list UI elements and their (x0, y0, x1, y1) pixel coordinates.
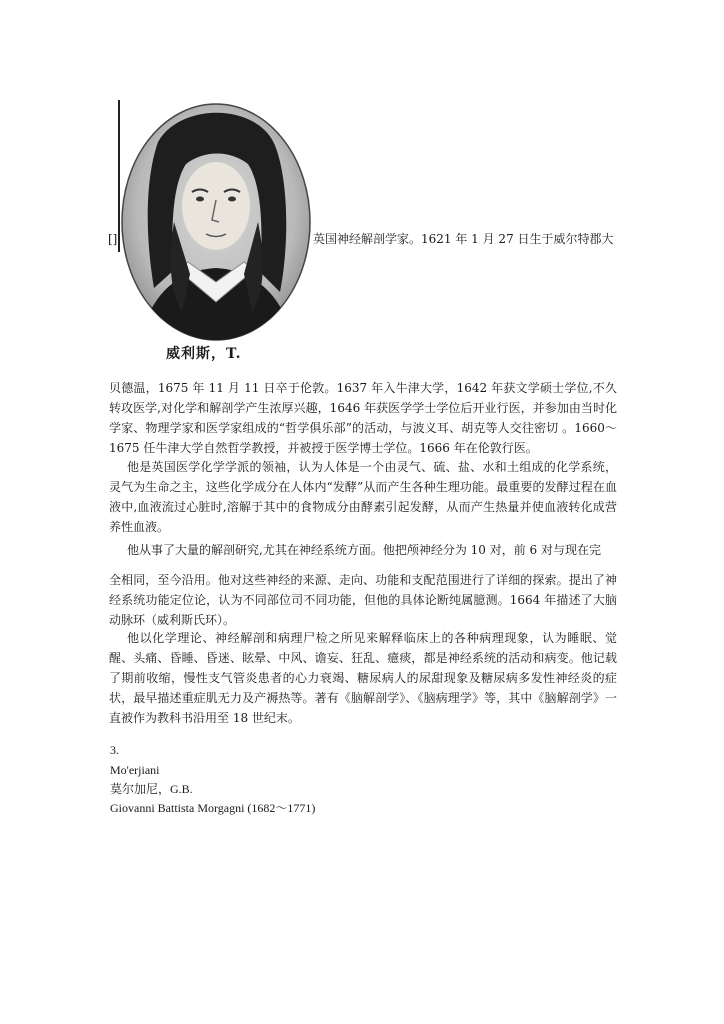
entry-pinyin: Mo'erjiani (110, 763, 160, 777)
portrait-image (120, 102, 312, 342)
paragraph-pathology: 他以化学理论、神经解剖和病理尸检之所见来解释临床上的各种病理现象，认为睡眠、觉醒、头痛、昏睡、昏迷、眩晕、中风、谵妄、狂乱、癔痰，都是神经系统的活动和病变。他记载了期前收缩，慢性支气管炎患者的心力衰竭、糖尿病人的尿甜现象及糖尿病多发性神经炎的症状，最早描述重症肌无力及产褥热等。著有《脑解剖学》、《脑病理学》等，其中《脑解剖学》一直被作为教科书沿用至 18 世纪末。 (109, 631, 617, 725)
paragraph-biography: 贝德温，1675 年 11 月 11 日卒于伦敦。1637 年入牛津大学，1642 年获文学硕士学位,不久转攻医学,对化学和解剖学产生浓厚兴趣，1646 年获医学学士学位后开业行医，并参加由当时化学家、物理学家和医学家组成的“哲学俱乐部”的活动，与波义耳、胡克等人交往密切 。1660～1675 任牛津大学自然哲学教授，并被授于医学博士学位。1666 年在伦敦行医。 (109, 381, 617, 455)
intro-line: 英国神经解剖学家。1621 年 1 月 27 日生于威尔特郡大 (313, 232, 614, 246)
paragraph-anatomy: 他从事了大量的解剖研究,尤其在神经系统方面。他把颅神经分为 10 对，前 6 对与现在完 (127, 543, 601, 557)
empty-bracket: [] (108, 232, 118, 246)
entry-chinese-name: 莫尔加尼，G.B. (110, 782, 193, 796)
entry-full-name: Giovanni Battista Morgagni (1682～1771) (110, 801, 316, 815)
paragraph-anatomy-continued: 全相同，至今沿用。他对这些神经的来源、走向、功能和支配范围进行了详细的探索。提出了神经系统功能定位论，认为不同部位司不同功能，但他的具体论断纯属臆测。1664 年描述了大脑动脉环（威利斯氏环）。 (109, 573, 617, 627)
paragraph-chemistry: 他是英国医学化学学派的领袖，认为人体是一个由灵气、硫、盐、水和土组成的化学系统，灵气为生命之主，这些化学成分在人体内“发酵”从而产生各种生理功能。最重要的发酵过程在血液中,血液流过心脏时,溶解于其中的食物成分由酵素引起发酵，从而产生热量并使血液转化成营养性血液。 (109, 460, 617, 534)
entry-number: 3. (110, 743, 119, 757)
portrait-caption: 威利斯，T. (166, 346, 242, 362)
